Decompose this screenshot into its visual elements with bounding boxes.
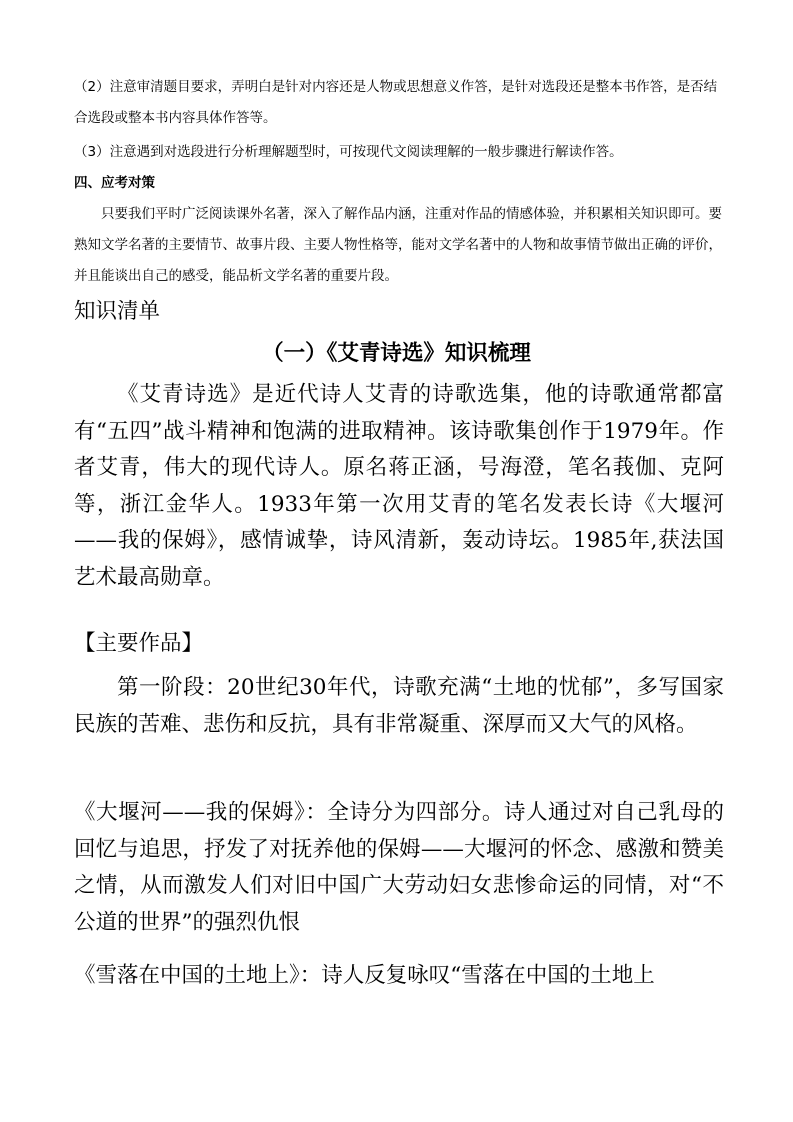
- intro-paragraph: 《艾青诗选》是近代诗人艾青的诗歌选集，他的诗歌通常都富有“五四”战斗精神和饱满的进取精神。该诗歌集创作于1979年。作者艾青，伟大的现代诗人。原名蒋正涵，号海澄，笔名莪伽、克阿等，浙江金华人。1933年第一次用艾青的笔名发表长诗《大堰河 ——我的保姆》，感情诚挚，诗风清新，轰动诗坛。1985年,获法国艺术最高勋章。: [74, 382, 724, 590]
- poem-dayanhe-paragraph: 《大堰河——我的保姆》：全诗分为四部分。诗人通过对自己乳母的回忆与追思，抒发了对抚养他的保姆——大堰河的怀念、感激和赞美之情，从而激发人们对旧中国广大劳动妇女悲惨命运的同情，对“不公道的世界”的强烈仇恨: [74, 800, 724, 935]
- knowledge-list-label: 知识清单: [74, 299, 161, 324]
- note-item-3: （3）注意遇到对选段进行分析理解题型时，可按现代文阅读理解的一般步骤进行解读作答。: [74, 144, 623, 160]
- section-4-body: 只要我们平时广泛阅读课外名著，深入了解作品内涵，注重对作品的情感体验，并积累相关知识即可。要熟知文学名著的主要情节、故事片段、主要人物性格等，能对文学名著中的人物和故事情节做出正确的评价，并且能谈出自己的感受，能品析文学名著的重要片段。: [74, 206, 722, 284]
- poem-xueluo-paragraph: 《雪落在中国的土地上》：诗人反复咏叹“雪落在中国的土地上: [74, 963, 655, 988]
- main-works-label: 【主要作品】: [74, 631, 204, 656]
- note-item-2: （2）注意审清题目要求，弄明白是针对内容还是人物或思想意义作答，是针对选段还是整本书作答，是否结合选段或整本书内容具体作答等。: [74, 79, 718, 126]
- section-4-title: 四、应考对策: [74, 175, 155, 191]
- stage-1-paragraph: 第一阶段：20世纪30年代，诗歌充满“土地的忧郁”，多写国家民族的苦难、悲伤和反抗，具有非常凝重、深厚而又大气的风格。: [74, 675, 724, 737]
- chapter-heading: （一）《艾青诗选》知识梳理: [262, 341, 531, 366]
